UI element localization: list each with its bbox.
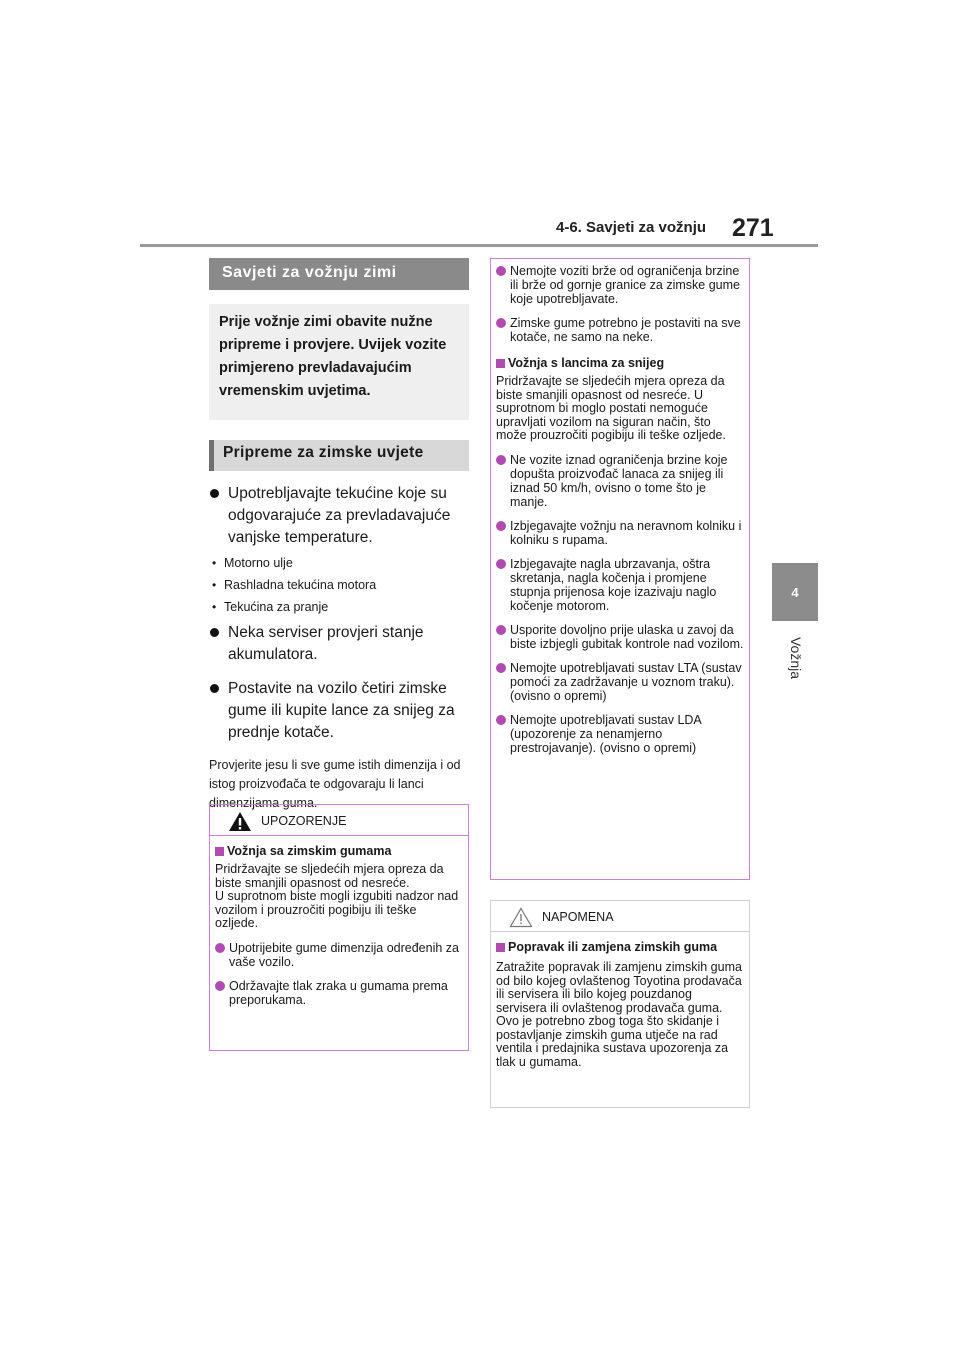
notice-triangle-icon [509,907,533,928]
list-item: • Rashladna tekućina motora [212,578,377,592]
circle-bullet-icon [496,559,506,569]
header-rule [140,244,818,247]
section-heading: Savjeti za vožnju zimi [209,258,469,290]
subheading: Pripreme za zimske uvjete [209,440,469,471]
list-item: Održavajte tlak zraka u gumama prema preporukama. [215,979,463,1007]
chains-text: Pridržavajte se sljedećih mjera opreza da biste smanjili opasnost od nesreće. U suprotnom bi moglo postati nemoguće upravljati vozilom na siguran način, što može prouzročiti pogibiju ili teške ozljede. [496,374,726,442]
bullet-battery [209,622,469,666]
notice-heading: Popravak ili zamjena zimskih guma [496,940,744,954]
circle-bullet-icon [215,981,225,991]
list-item: • Motorno ulje [212,556,293,570]
tire-note: Provjerite jesu li sve gume istih dimenzija i od istog proizvođača te odgovaraju li lanci dimenzijama guma. [209,758,461,810]
notice-box [490,900,750,1108]
warning-body [210,836,468,1007]
warning-header [210,805,468,836]
notice-body [491,932,749,1069]
circle-bullet-icon [496,318,506,328]
bullet-fluids [209,483,469,549]
warning-text: Pridržavajte se sljedećih mjera opreza da biste smanjili opasnost od nesreće. U suprotnom biste mogli izgubiti nadzor nad vozilom i prouzročiti pogibiju ili teške ozljede. [215,862,459,930]
circle-bullet-icon [496,663,506,673]
circle-bullet-icon [496,715,506,725]
bullet-text: Upotrebljavajte tekućine koje su odgovarajuće za prevladavajuće vanjske temperature. [228,485,451,546]
bullet-dot-icon [210,684,219,693]
bullet-tires [209,678,469,744]
square-bullet-icon [215,847,224,856]
intro-box: Prije vožnje zimi obavite nužne pripreme i provjere. Uvijek vozite primjereno prevladavajućim vremenskim uvjetima. [209,304,469,420]
list-item: Nemojte upotrebljavati sustav LDA (upozorenje za nenamjerno prestrojavanje). (ovisno o opremi) [496,713,744,755]
circle-bullet-icon [496,625,506,635]
chapter-tab: 4 [772,563,818,621]
chapter-label [776,630,816,686]
list-item: Nemojte voziti brže od ograničenja brzine ili brže od gornje granice za zimske gume koje upotrebljavate. [496,264,744,306]
circle-bullet-icon [496,521,506,531]
notice-text: Zatražite popravak ili zamjenu zimskih guma od bilo kojeg ovlaštenog Toyotina prodavača ili servisera ili bilo kojeg pouzdanog servisera ili ovlaštenog prodavača guma. Ovo je potrebno zbog toga što skidanje i postavljanje zimskih guma utječe na rad ventila i predajnika sustava upozorenja za tlak u gumama. [496,960,742,1069]
chapter-label-text: Vožnja [788,636,804,680]
fluid-list [209,556,469,615]
list-item: Usporite dovoljno prije ulaska u zavoj da biste izbjegli gubitak kontrole nad vozilom. [496,623,744,651]
notice-label: NAPOMENA [542,910,614,924]
list-item: Izbjegavajte nagla ubrzavanja, oštra skretanja, nagla kočenja i promjene stupnja prijenosa koje izazivaju naglo kočenje motorom. [496,557,744,613]
list-item: Nemojte upotrebljavati sustav LTA (sustav pomoći za zadržavanje u voznom traku). (ovisno o opremi) [496,661,744,703]
square-bullet-icon [496,943,505,952]
circle-bullet-icon [496,455,506,465]
bullet-dot-icon [210,628,219,637]
section-title: 4-6. Savjeti za vožnju [556,219,707,236]
square-bullet-icon [496,359,505,368]
warning-triangle-icon [228,811,252,832]
page-number: 271 [732,214,774,242]
list-item: Upotrijebite gume dimenzija određenih za vaše vozilo. [215,941,463,969]
circle-bullet-icon [496,266,506,276]
bullet-text: Postavite na vozilo četiri zimske gume ili kupite lance za snijeg za prednje kotače. [228,680,455,741]
list-item: • Tekućina za pranje [212,600,329,614]
warning-label: UPOZORENJE [261,814,347,828]
bullet-text: Neka serviser provjeri stanje akumulatora. [228,624,424,663]
notice-header [491,901,749,932]
circle-bullet-icon [215,943,225,953]
bullet-dot-icon [210,489,219,498]
list-item: Izbjegavajte vožnju na neravnom kolniku i kolniku s rupama. [496,519,744,547]
warning-box [209,804,469,1051]
warning-continued-box [490,258,750,880]
list-item: Ne vozite iznad ograničenja brzine koje dopušta proizvođač lanaca za snijeg ili iznad 50 km/h, ovisno o tome što je manje. [496,453,744,509]
left-column [209,258,469,813]
warning-heading: Vožnja sa zimskim gumama [215,844,463,858]
list-item: Zimske gume potrebno je postaviti na sve kotače, ne samo na neke. [496,316,744,344]
chains-heading: Vožnja s lancima za snijeg [496,356,744,370]
